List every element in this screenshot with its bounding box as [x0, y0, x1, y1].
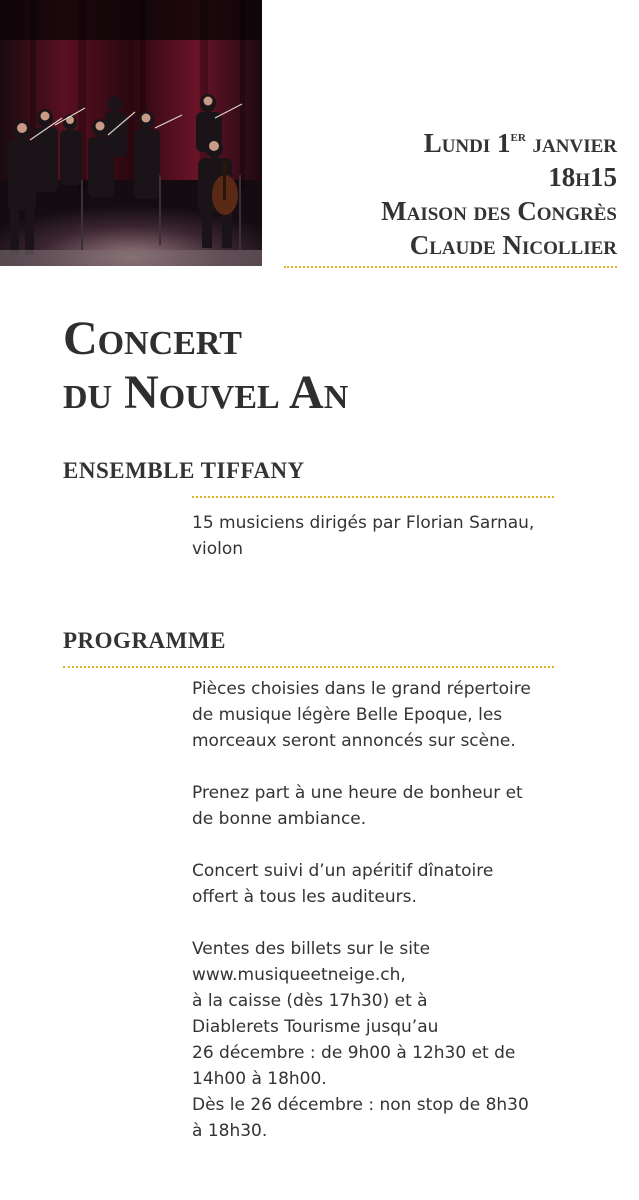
programme-line: de bonne ambiance. [192, 809, 367, 829]
dotted-divider-event [284, 266, 617, 268]
programme-line: offert à tous les auditeurs. [192, 887, 417, 907]
concert-title-line2: du Nouvel An [63, 366, 349, 419]
dotted-divider-programme [63, 666, 554, 668]
ensemble-description-line: 15 musiciens dirigés par Florian Sarnau, [192, 513, 535, 533]
ticket-line: à la caisse (dès 17h30) et à [192, 991, 428, 1011]
concert-title [63, 312, 583, 420]
event-venue-line2: Claude Nicollier [409, 230, 617, 260]
event-time: 18h15 [548, 162, 617, 192]
ensemble-heading: ENSEMBLE TIFFANY [63, 458, 305, 483]
programme-line: Prenez part à une heure de bonheur et [192, 783, 523, 803]
event-date [267, 126, 617, 160]
programme-paragraph [192, 676, 582, 754]
concert-title-line1: Concert [63, 312, 242, 365]
ticket-website: www.musiqueetneige.ch, [192, 965, 406, 985]
ticket-line: Diablerets Tourisme jusqu’au [192, 1017, 439, 1037]
programme-line: morceaux seront annoncés sur scène. [192, 731, 516, 751]
ticket-line: Ventes des billets sur le site [192, 939, 431, 959]
programme-paragraph [192, 858, 582, 910]
programme-heading: PROGRAMME [63, 628, 226, 653]
concert-stage-image [0, 0, 262, 266]
ticket-line: 26 décembre : de 9h00 à 12h30 et de [192, 1043, 516, 1063]
ensemble-description [192, 510, 582, 562]
event-date-suffix: er [510, 129, 526, 145]
programme-text [192, 676, 582, 1170]
event-venue-line1: Maison des Congrès [381, 196, 617, 226]
event-date-month: janvier [532, 128, 617, 158]
ticket-line: Dès le 26 décembre : non stop de 8h30 [192, 1095, 529, 1115]
ensemble-photo [0, 0, 262, 266]
dotted-divider-ensemble [192, 496, 554, 498]
event-date-day: Lundi 1 [423, 128, 511, 158]
ticket-line: à 18h30. [192, 1121, 268, 1141]
programme-paragraph [192, 780, 582, 832]
event-info [267, 126, 617, 262]
programme-line: Pièces choisies dans le grand répertoire [192, 679, 531, 699]
ticket-info-paragraph [192, 936, 582, 1144]
ticket-line: 14h00 à 18h00. [192, 1069, 327, 1089]
ensemble-description-line: violon [192, 539, 244, 559]
programme-line: de musique légère Belle Epoque, les [192, 705, 503, 725]
programme-line: Concert suivi d’un apéritif dînatoire [192, 861, 494, 881]
